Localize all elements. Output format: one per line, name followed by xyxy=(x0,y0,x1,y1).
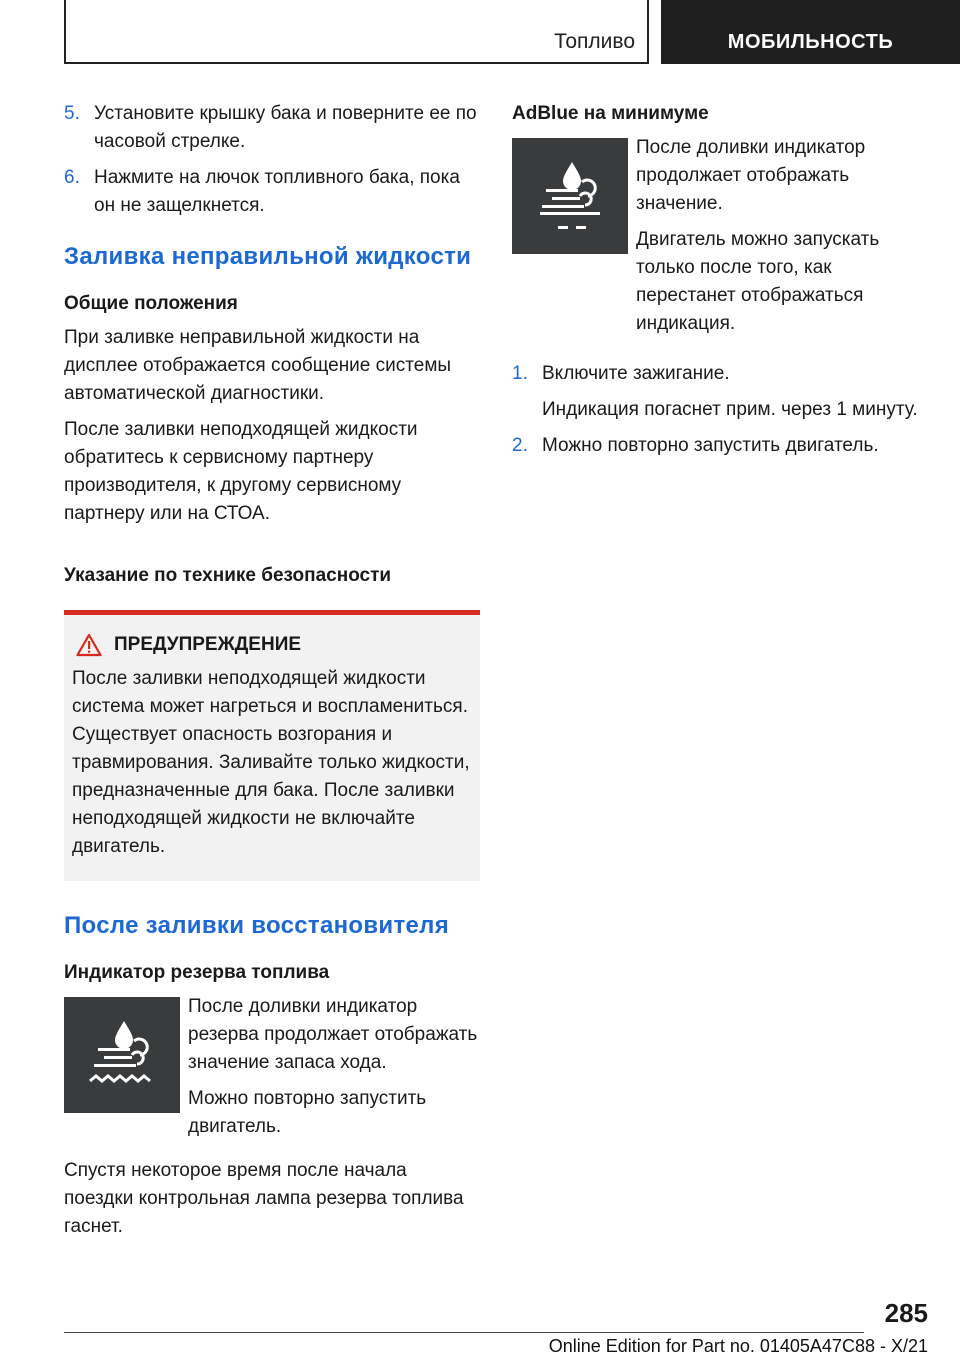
adblue-reserve-icon xyxy=(80,1013,164,1097)
edition-note: Online Edition for Part no. 01405A47C88 - X/21 xyxy=(548,1336,928,1356)
step-number: 1. xyxy=(512,363,528,384)
footer-divider xyxy=(64,1332,864,1333)
step-text: Можно повторно запустить двигатель. xyxy=(542,435,879,456)
warning-box xyxy=(64,610,480,881)
left-column xyxy=(64,100,480,1249)
reserve-indicator-text xyxy=(188,993,480,1149)
step-number: 5. xyxy=(64,103,80,124)
header-section-title: Топливо xyxy=(554,30,635,53)
list-item xyxy=(512,360,932,424)
after-reductant-heading: После заливки восстановителя xyxy=(64,912,450,939)
step-number: 2. xyxy=(512,435,528,456)
adblue-indicator-text xyxy=(636,134,932,346)
general-info-paragraph: После заливки неподходящей жидкости обратитесь к сервисному партнеру производителя, к другому сервисному партнеру или на СТОА. xyxy=(64,419,418,524)
warning-title-text: ПРЕДУПРЕЖДЕНИЕ xyxy=(114,634,302,655)
reserve-paragraph: После доливки индикатор резерва продолжает отображать значение запаса хода. xyxy=(188,996,478,1073)
reserve-indicator-block xyxy=(64,993,480,1149)
adblue-min-title: AdBlue на минимуме xyxy=(512,103,709,124)
step-text: Нажмите на лючок топливного бака, пока он не защелкнется. xyxy=(94,167,460,216)
reserve-paragraph: Можно повторно запустить двигатель. xyxy=(188,1088,427,1137)
adblue-paragraph: Двигатель можно запускать только после того, как перестанет отображаться индикация. xyxy=(636,229,880,334)
list-item xyxy=(64,164,480,220)
list-item xyxy=(64,100,480,156)
right-column xyxy=(512,100,932,470)
adblue-indicator-block xyxy=(512,134,932,346)
warning-text: После заливки неподходящей жидкости система может нагреться и воспламениться. Существует опасность возгорания и травмирования. Заливайте только жидкости, предназначенные для бака. После заливки неподходящей жидкости не включайте двигатель. xyxy=(72,668,470,857)
warning-title xyxy=(72,631,472,659)
page-header xyxy=(0,0,960,66)
step-text: Установите крышку бака и поверните ее по часовой стрелке. xyxy=(94,103,477,152)
step-number: 6. xyxy=(64,167,80,188)
adblue-indicator-image xyxy=(512,138,628,254)
reserve-indicator-title: Индикатор резерва топлива xyxy=(64,962,330,983)
step-subtext: Индикация погаснет прим. через 1 минуту. xyxy=(542,399,918,420)
safety-note-title: Указание по технике безопасности xyxy=(64,565,392,586)
step-text: Включите зажигание. xyxy=(542,363,730,384)
page-number: 285 xyxy=(884,1298,928,1328)
adblue-minimum-icon xyxy=(528,154,612,238)
adblue-paragraph: После доливки индикатор продолжает отображать значение. xyxy=(636,137,866,214)
wrong-fluid-heading: Заливка неправильной жидкости xyxy=(64,243,472,270)
general-info-title: Общие положения xyxy=(64,293,238,314)
list-item xyxy=(512,432,932,460)
warning-triangle-icon xyxy=(76,633,102,657)
header-chapter-tab: МОБИЛЬНОСТЬ xyxy=(661,0,960,64)
general-info-paragraph: При заливке неправильной жидкости на дисплее отображается сообщение системы автоматической диагностики. xyxy=(64,327,452,404)
fuel-cap-steps xyxy=(64,100,480,220)
reserve-paragraph: Спустя некоторое время после начала поездки контрольная лампа резерва топлива гаснет. xyxy=(64,1160,464,1237)
adblue-steps xyxy=(512,360,932,460)
reserve-indicator-image xyxy=(64,997,180,1113)
header-section-box xyxy=(64,0,649,64)
